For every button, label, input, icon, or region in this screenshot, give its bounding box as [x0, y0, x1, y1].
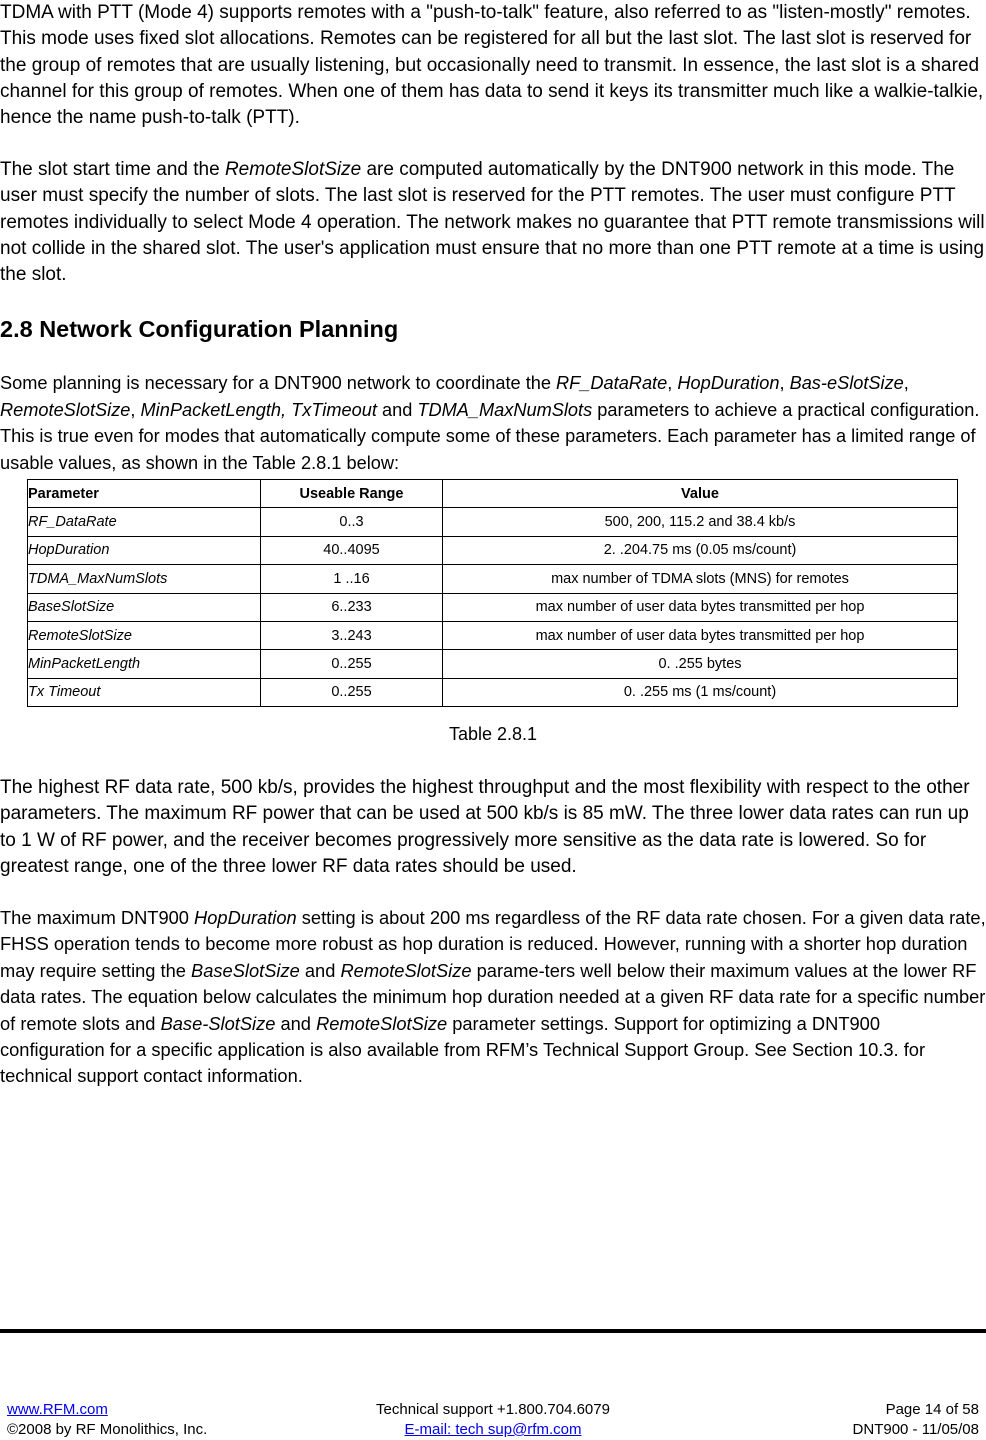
parameter-table	[27, 479, 958, 707]
cell-value: max number of user data bytes transmitted per hop	[443, 593, 958, 621]
cell-parameter: RemoteSlotSize	[28, 621, 261, 649]
cell-value: max number of user data bytes transmitted per hop	[443, 621, 958, 649]
section-heading: 2.8 Network Configuration Planning	[0, 316, 399, 342]
paragraph-ptt-mode: TDMA with PTT (Mode 4) supports remotes with a "push-to-talk" feature, also referred to as "listen-mostly" remotes. This mode uses fixed slot allocations. Remotes can be registered for all but the last slot. The last slot is reserved for the group of remotes that are usually listening, but occasionally need to transmit. In essence, the last slot is a shared channel for this group of remotes. When one of them has data to send it keys its transmitter much like a walkie-talkie, hence the name push-to-talk (PTT).	[0, 2, 984, 129]
paragraph-hop-duration: The maximum DNT900 HopDuration setting is about 200 ms regardless of the RF data rate chosen. For a given data rate, FHSS operation tends to become more robust as hop duration is reduced. However, running with a shorter hop duration may require setting the BaseSlotSize and RemoteSlotSize parame-ters well below their maximum values at the lower RF data rates. The equation below calculates the minimum hop duration needed at a given RF data rate for a specific number of remote slots and Base-SlotSize and RemoteSlotSize parameter settings. Support for optimizing a DNT900 configuration for a specific application is also available from RFM’s Technical Support Group. See Section 10.3. for technical support contact information.	[0, 907, 986, 1087]
cell-parameter: Tx Timeout	[28, 678, 261, 706]
table-header-row	[28, 480, 958, 508]
cell-range: 0..255	[261, 650, 443, 678]
paragraph-planning-intro: Some planning is necessary for a DNT900 network to coordinate the RF_DataRate, HopDuration, Bas-eSlotSize, RemoteSlotSize, MinPacketLength, TxTimeout and TDMA_MaxNumSlots parameters to achieve a practical configuration. This is true even for modes that automatically compute some of these parameters. Each parameter has a limited range of usable values, as shown in the Table 2.8.1 below:	[0, 373, 980, 473]
table-row	[28, 565, 958, 593]
copyright-text: ©2008 by RF Monolithics, Inc.	[7, 1421, 208, 1438]
cell-value: max number of TDMA slots (MNS) for remotes	[443, 565, 958, 593]
table-row	[28, 593, 958, 621]
header-useable-range: Useable Range	[261, 480, 443, 508]
header-parameter: Parameter	[28, 480, 261, 508]
header-value: Value	[443, 480, 958, 508]
table-row	[28, 621, 958, 649]
table-caption: Table 2.8.1	[448, 724, 538, 744]
cell-parameter: TDMA_MaxNumSlots	[28, 565, 261, 593]
footer-right	[853, 1400, 979, 1440]
paragraph-data-rate: The highest RF data rate, 500 kb/s, provides the highest throughput and the most flexibility with respect to the other parameters. The maximum RF power that can be used at 500 kb/s is 85 mW. The three lower data rates can run up to 1 W of RF power, and the receiver becomes progressively more sensitive as the data rate is lowered. So for greatest range, one of the three lower RF data rates should be used.	[0, 777, 970, 877]
paragraph-slot-start-time: The slot start time and the RemoteSlotSize are computed automatically by the DNT900 network in this mode. The user must specify the number of slots. The last slot is reserved for the PTT remotes. The user must configure PTT remotes individually to select Mode 4 operation. The network makes no guarantee that PTT remote transmissions will not collide in the shared slot. The user's application must ensure that no more than one PTT remote at a time is using the slot.	[0, 159, 985, 286]
cell-range: 0..255	[261, 678, 443, 706]
table-row	[28, 508, 958, 536]
cell-parameter: HopDuration	[28, 536, 261, 564]
table-row	[28, 536, 958, 564]
cell-range: 0..3	[261, 508, 443, 536]
document-id: DNT900 - 11/05/08	[852, 1421, 979, 1438]
cell-range: 3..243	[261, 621, 443, 649]
footer-center	[0, 1400, 986, 1440]
cell-range: 1 ..16	[261, 565, 443, 593]
cell-parameter: BaseSlotSize	[28, 593, 261, 621]
table-row	[28, 650, 958, 678]
footer-divider	[0, 1329, 986, 1333]
cell-range: 6..233	[261, 593, 443, 621]
cell-value: 0. .255 bytes	[443, 650, 958, 678]
email-link[interactable]: E-mail: tech sup@rfm.com	[404, 1421, 582, 1438]
table-row	[28, 678, 958, 706]
cell-value: 500, 200, 115.2 and 38.4 kb/s	[443, 508, 958, 536]
support-phone: Technical support +1.800.704.6079	[376, 1401, 610, 1418]
cell-parameter: RF_DataRate	[28, 508, 261, 536]
cell-parameter: MinPacketLength	[28, 650, 261, 678]
website-link[interactable]: www.RFM.com	[7, 1401, 108, 1418]
cell-value: 2. .204.75 ms (0.05 ms/count)	[443, 536, 958, 564]
cell-range: 40..4095	[261, 536, 443, 564]
cell-value: 0. .255 ms (1 ms/count)	[443, 678, 958, 706]
page-number: Page 14 of 58	[885, 1401, 979, 1418]
